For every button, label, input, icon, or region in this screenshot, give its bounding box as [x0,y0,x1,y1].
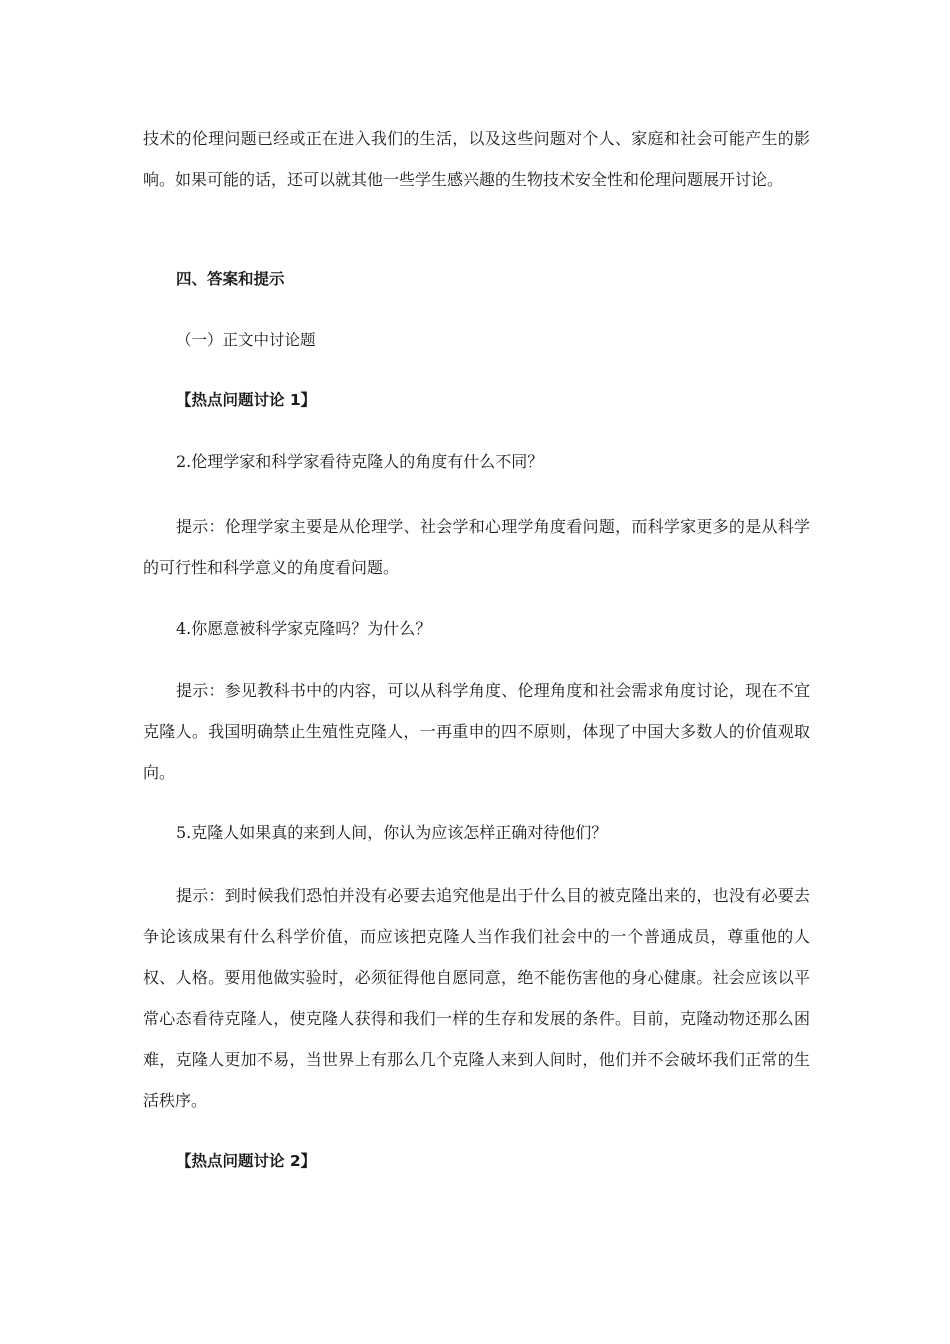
topic2-title: 【热点问题讨论 2】 [176,1152,317,1170]
answer-5: 提示：到时候我们恐怕并没有必要去追究他是出于什么目的被克隆出来的，也没有必要去争论该成果有什么科学价值，而应该把克隆人当作我们社会中的一个普通成员，尊重他的人权、人格。要用他做实验时，必须征得他自愿同意，绝不能伤害他的身心健康。社会应该以平常心态看待克隆人，使克隆人获得和我们一样的生存和发展的条件。目前，克隆动物还那么困难，克隆人更加不易，当世界上有那么几个克隆人来到人间时，他们并不会破坏我们正常的生活秩序。 [143,886,810,1110]
continuation-paragraph: 技术的伦理问题已经或正在进入我们的生活，以及这些问题对个人、家庭和社会可能产生的影响。如果可能的话，还可以就其他一些学生感兴趣的生物技术安全性和伦理问题展开讨论。 [143,129,810,189]
section-title: 四、答案和提示 [176,270,285,288]
topic1-title: 【热点问题讨论 1】 [176,391,317,409]
question-2: 2.伦理学家和科学家看待克隆人的角度有什么不同？ [176,452,544,471]
answer-4: 提示：参见教科书中的内容，可以从科学角度、伦理角度和社会需求角度讨论，现在不宜克隆人。我国明确禁止生殖性克隆人，一再重申的四不原则，体现了中国大多数人的价值观取向。 [143,681,810,782]
answer-2: 提示：伦理学家主要是从伦理学、社会学和心理学角度看问题，而科学家更多的是从科学的可行性和科学意义的角度看问题。 [143,517,810,577]
subsection-title: （一）正文中讨论题 [176,331,316,349]
question-5: 5.克隆人如果真的来到人间，你认为应该怎样正确对待他们？ [176,823,608,842]
question-4: 4.你愿意被科学家克隆吗？为什么？ [176,619,432,638]
